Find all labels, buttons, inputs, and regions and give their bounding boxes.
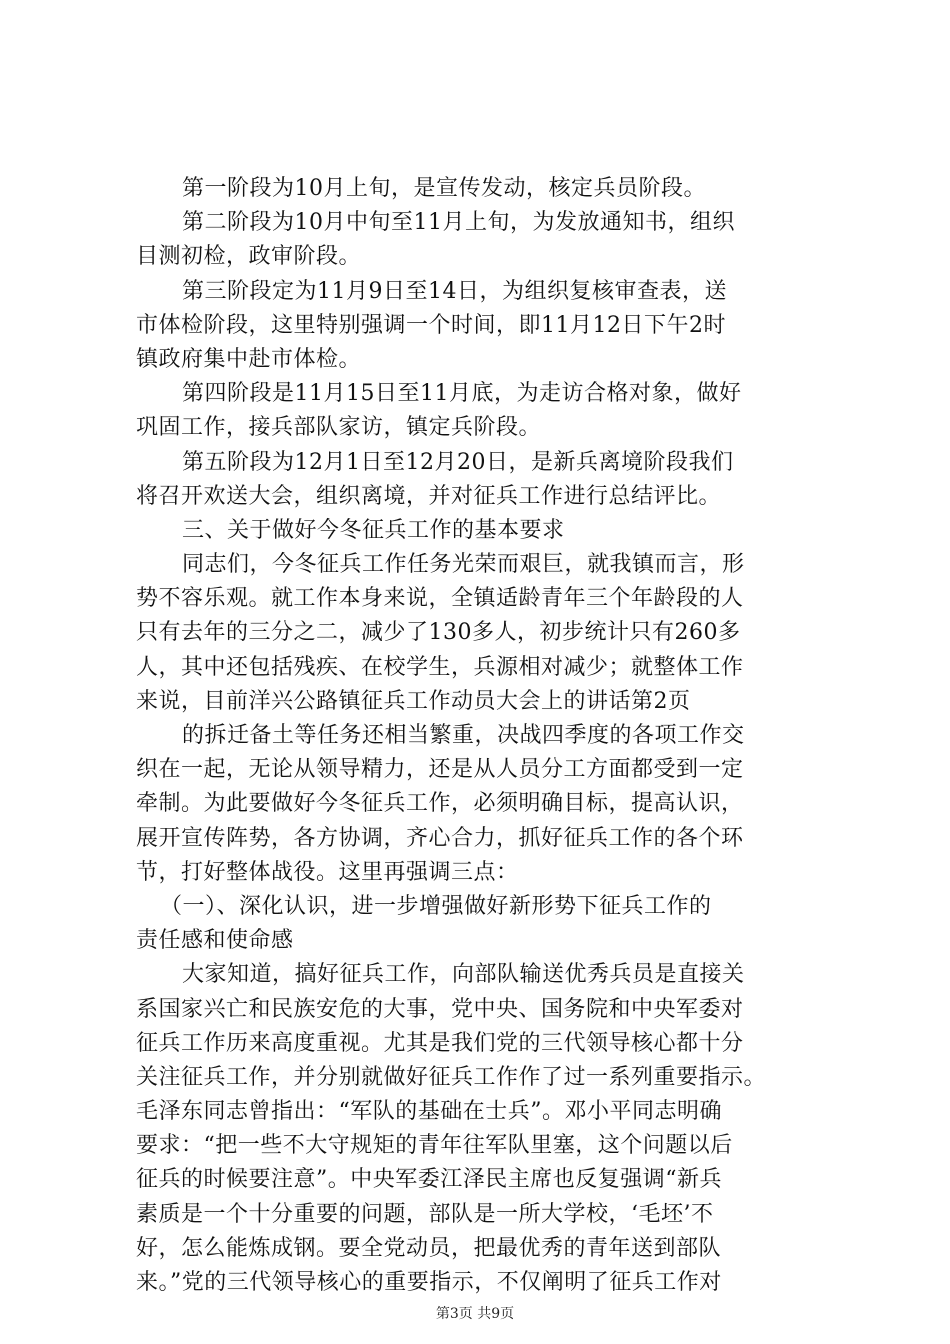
text-line: 只有去年的三分之二，减少了130多人，初步统计只有260多 — [136, 620, 741, 646]
text-line: 要求：“把一些不大守规矩的青年往军队里塞，这个问题以后 — [136, 1133, 733, 1159]
text-line: 镇政府集中赴市体检。 — [136, 346, 362, 372]
text-line: 巩固工作，接兵部队家访，镇定兵阶段。 — [136, 415, 542, 441]
text-line: 势不容乐观。就工作本身来说，全镇适龄青年三个年龄段的人 — [136, 586, 744, 612]
text-line: 来。”党的三代领导核心的重要指示，不仅阐明了征兵工作对 — [136, 1270, 722, 1295]
text-line: 第五阶段为12月1日至12月20日，是新兵离境阶段我们 — [182, 449, 734, 475]
text-line: 好，怎么能炼成钢。要全党动员，把最优秀的青年送到部队 — [136, 1235, 722, 1261]
text-line: 来说，目前洋兴公路镇征兵工作动员大会上的讲话第2页 — [136, 688, 691, 714]
text-line: 市体检阶段，这里特别强调一个时间，即11月12日下午2时 — [136, 312, 726, 338]
text-line: 系国家兴亡和民族安危的大事，党中央、国务院和中央军委对 — [136, 996, 744, 1022]
text-line: 第一阶段为10月上旬，是宣传发动，核定兵员阶段。 — [182, 176, 706, 201]
text-line: 征兵的时候要注意”。中央军委江泽民主席也反复强调“新兵 — [136, 1167, 722, 1193]
page-footer: 第3页 共9页 — [435, 1306, 515, 1322]
text-line: 同志们，今冬征兵工作任务光荣而艰巨，就我镇而言，形 — [182, 552, 745, 578]
text-line: 大家知道，搞好征兵工作，向部队输送优秀兵员是直接关 — [182, 962, 745, 988]
text-line: 目测初检，政审阶段。 — [136, 244, 362, 270]
text-line: 将召开欢送大会，组织离境，并对征兵工作进行总结评比。 — [136, 483, 722, 509]
text-line: 第三阶段定为11月9日至14日，为组织复核审查表，送 — [182, 278, 727, 304]
text-line: 关注征兵工作，并分别就做好征兵工作作了过一系列重要指示。 — [136, 1064, 767, 1090]
document-body — [136, 172, 836, 1300]
text-line: 三、关于做好今冬征兵工作的基本要求 — [182, 517, 565, 543]
text-line: 第二阶段为10月中旬至11月上旬，为发放通知书，组织 — [182, 210, 735, 236]
text-line: 展开宣传阵势，各方协调，齐心合力，抓好征兵工作的各个环 — [136, 825, 744, 851]
text-line: 毛泽东同志曾指出：“军队的基础在士兵”。邓小平同志明确 — [136, 1099, 722, 1125]
text-line: 牵制。为此要做好今冬征兵工作，必须明确目标，提高认识， — [136, 791, 744, 817]
text-line: 责任感和使命感 — [136, 928, 294, 954]
text-line: 织在一起，无论从领导精力，还是从人员分工方面都受到一定 — [136, 757, 744, 783]
text-line: 征兵工作历来高度重视。尤其是我们党的三代领导核心都十分 — [136, 1030, 744, 1056]
text-line: 人，其中还包括残疾、在校学生，兵源相对减少；就整体工作 — [136, 654, 744, 680]
text-line: 的拆迁备土等任务还相当繁重，决战四季度的各项工作交 — [182, 723, 745, 748]
text-line: （一）、深化认识，进一步增强做好新形势下征兵工作的 — [160, 893, 712, 919]
text-line: 节，打好整体战役。这里再强调三点： — [136, 859, 519, 885]
text-line: 素质是一个十分重要的问题，部队是一所大学校，‘毛坯’不 — [136, 1201, 714, 1227]
text-line: 第四阶段是11月15日至11月底，为走访合格对象，做好 — [182, 381, 742, 407]
